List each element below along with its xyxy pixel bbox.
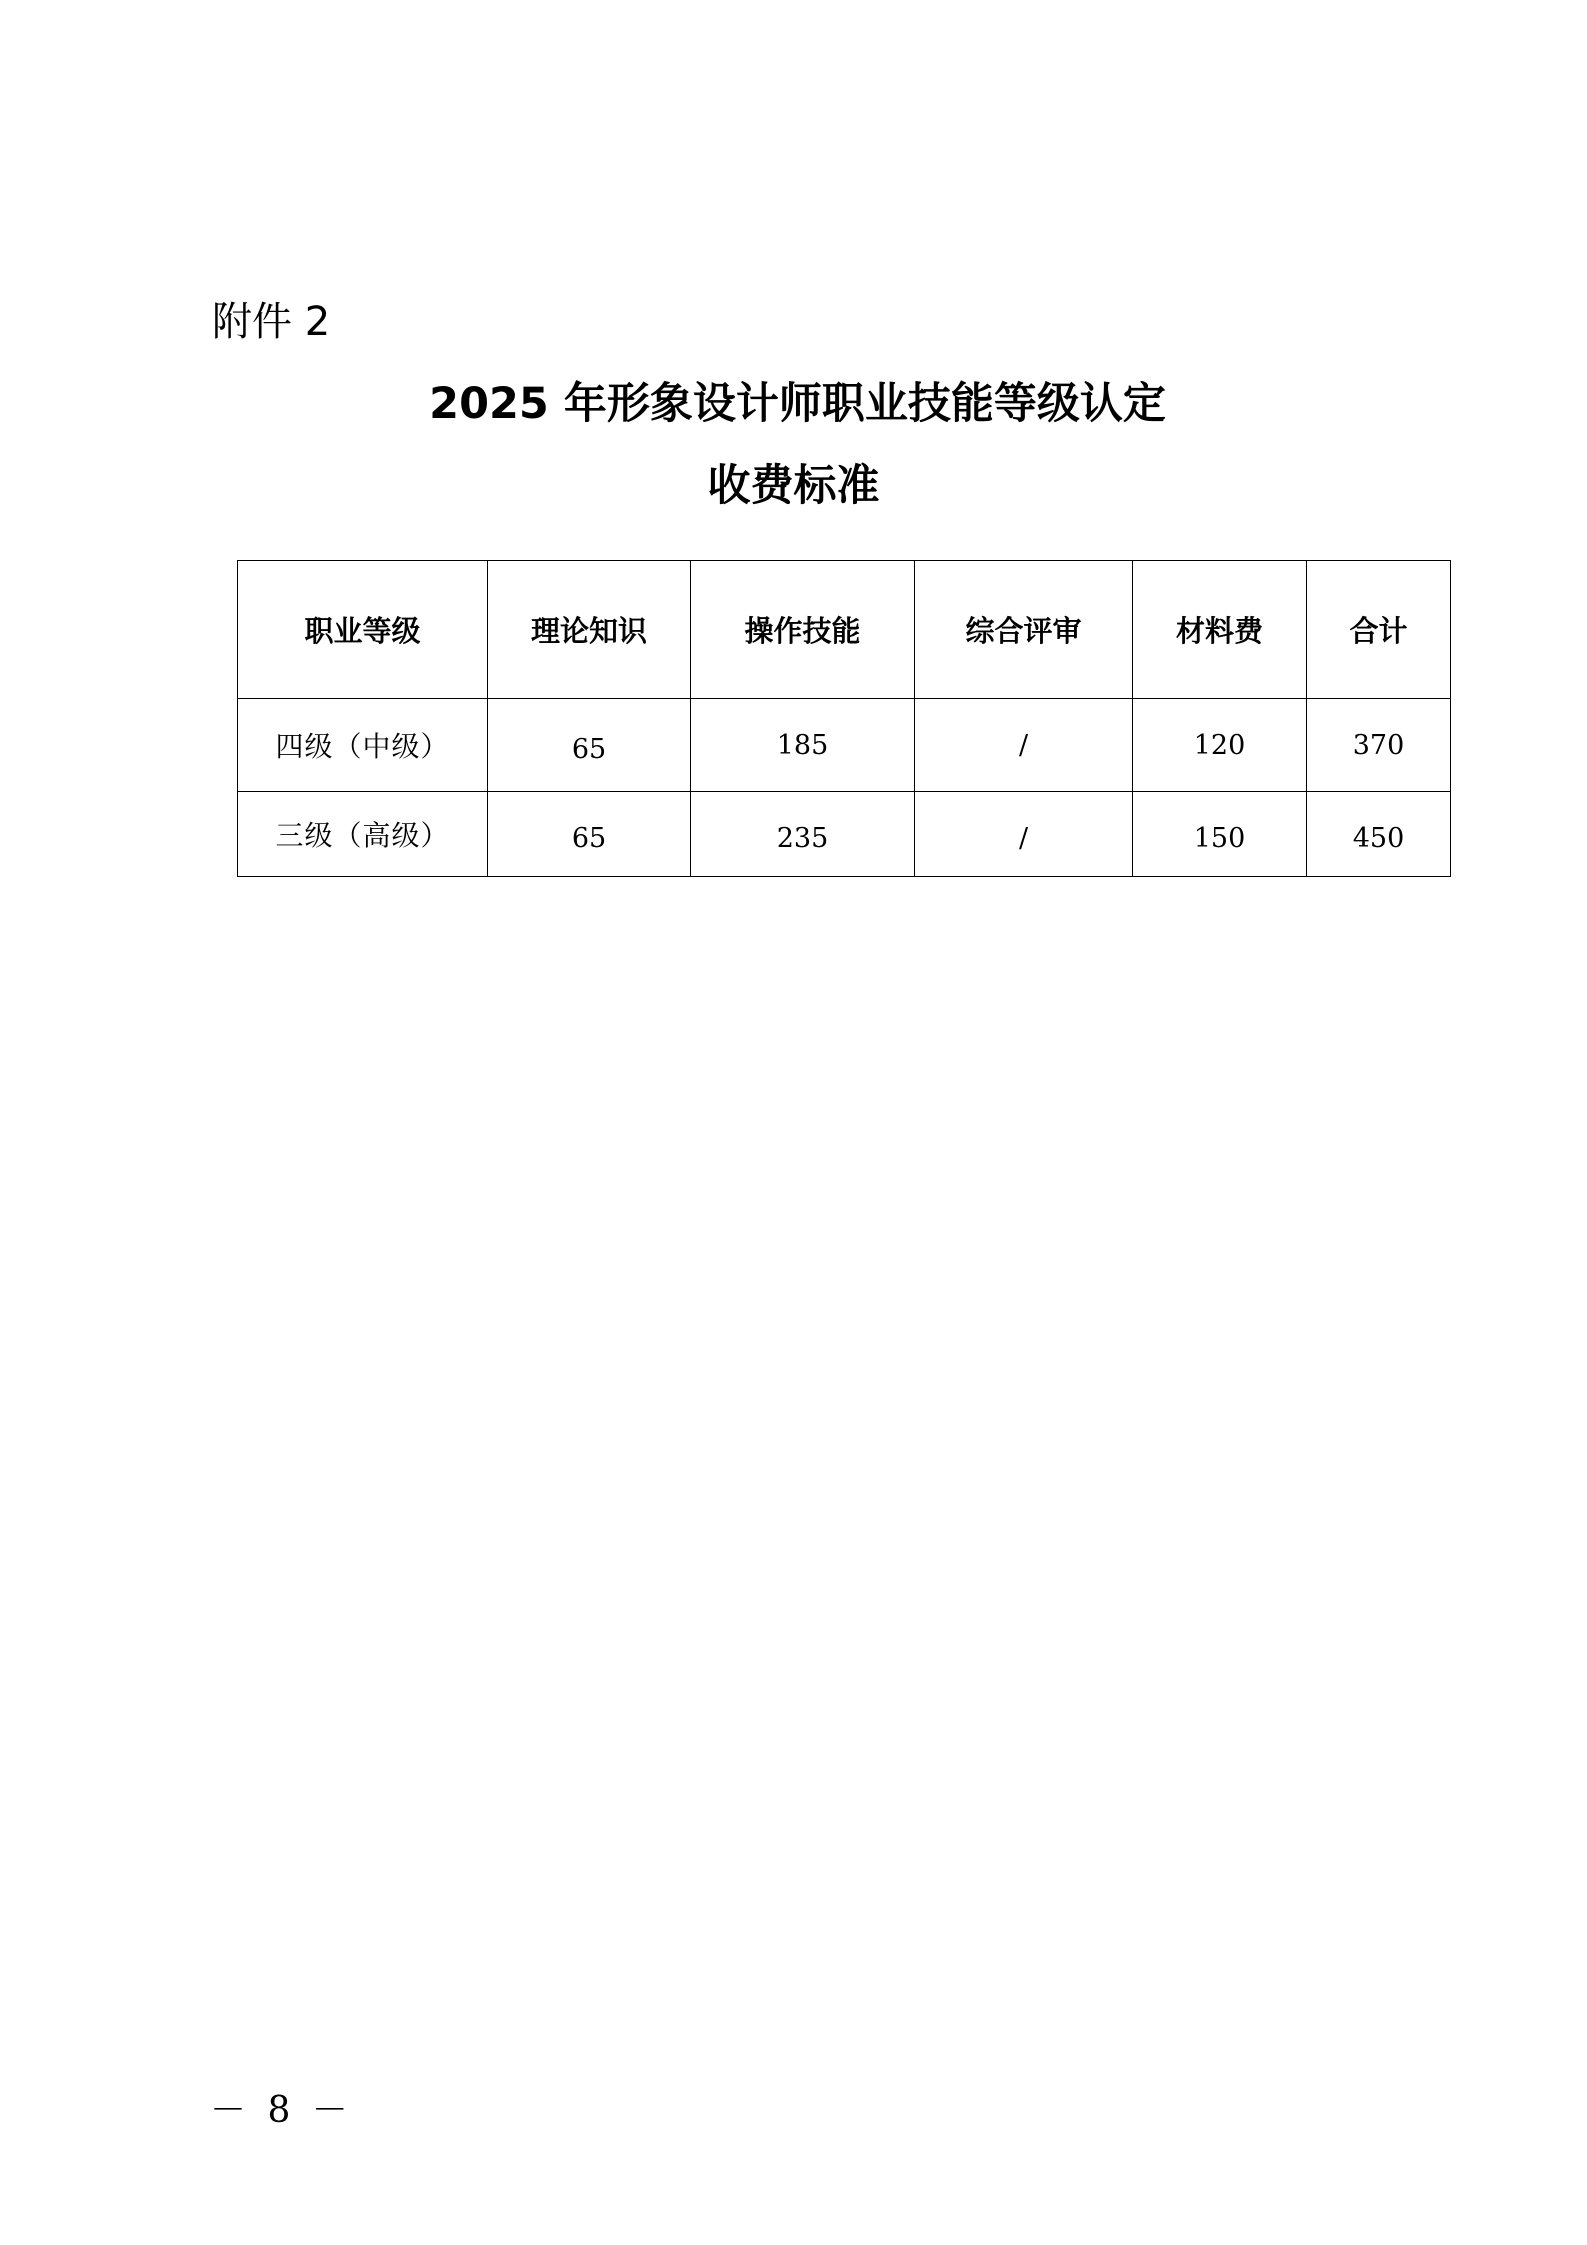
header-level: 职业等级 xyxy=(238,561,488,699)
cell-review-value: / xyxy=(1018,822,1029,854)
cell-total-value: 450 xyxy=(1352,822,1405,854)
table-row xyxy=(238,792,1451,877)
table-header-row xyxy=(238,561,1451,699)
cell-skill-value: 235 xyxy=(776,822,829,854)
cell-level: 三级（高级） xyxy=(238,792,488,877)
header-theory: 理论知识 xyxy=(488,561,691,699)
cell-theory xyxy=(488,699,691,792)
attachment-label: 附件 2 xyxy=(212,299,331,345)
table-row xyxy=(238,699,1451,792)
cell-material xyxy=(1133,792,1307,877)
document-title: 2025 年形象设计师职业技能等级认定 xyxy=(429,379,1166,429)
cell-theory-value: 65 xyxy=(571,822,607,854)
cell-skill: 185 xyxy=(691,699,915,792)
page-number: － 8 － xyxy=(210,2090,348,2131)
cell-material: 120 xyxy=(1133,699,1307,792)
cell-theory-value: 65 xyxy=(571,733,607,765)
cell-level: 四级（中级） xyxy=(238,699,488,792)
cell-theory xyxy=(488,792,691,877)
cell-total xyxy=(1307,792,1451,877)
cell-review: / xyxy=(915,699,1133,792)
header-material: 材料费 xyxy=(1133,561,1307,699)
cell-total: 370 xyxy=(1307,699,1451,792)
header-review: 综合评审 xyxy=(915,561,1133,699)
cell-skill xyxy=(691,792,915,877)
header-total: 合计 xyxy=(1307,561,1451,699)
cell-review xyxy=(915,792,1133,877)
cell-material-value: 150 xyxy=(1193,822,1246,854)
fee-standard-table xyxy=(237,560,1451,877)
document-subtitle: 收费标准 xyxy=(707,461,880,511)
header-skill: 操作技能 xyxy=(691,561,915,699)
